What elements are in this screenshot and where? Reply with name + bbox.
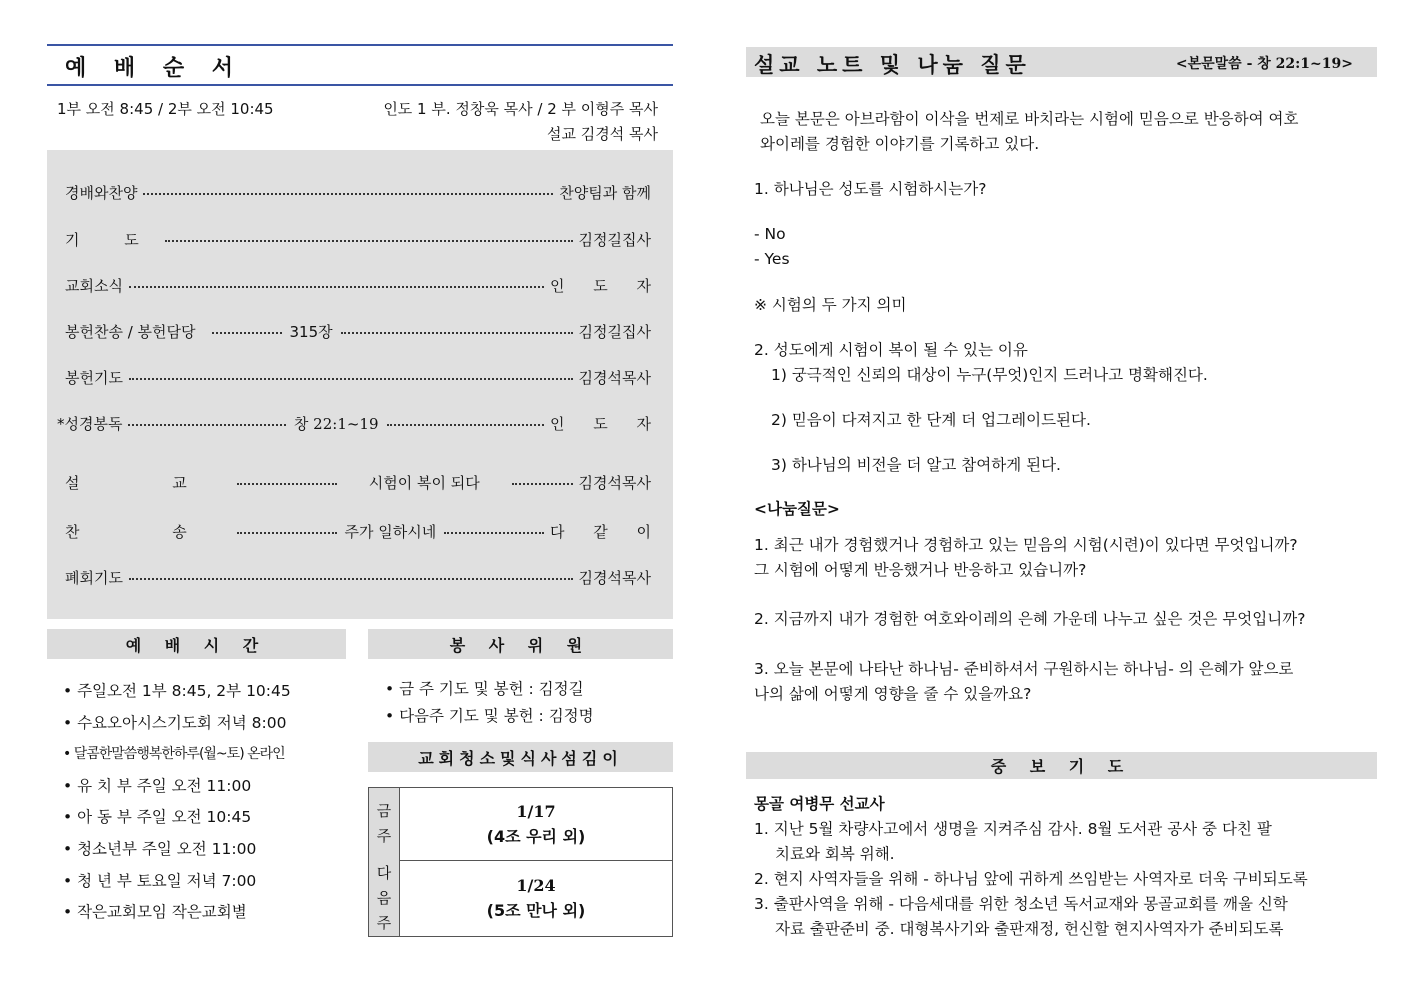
order-person: 다 같 이: [550, 522, 664, 541]
table-row: [369, 860, 672, 936]
order-middle: 시험이 복이 되다: [368, 473, 480, 492]
worship-times-list: [63, 676, 291, 929]
list-item: • 수요오아시스기도회 저녁 8:00: [63, 713, 287, 732]
order-label: 경배와찬양: [65, 183, 138, 202]
order-label: 봉헌기도: [65, 368, 123, 387]
table-row: [369, 788, 672, 861]
prayer-list: [754, 817, 1308, 942]
question-2: 2. 성도에게 시험이 복이 될 수 있는 이유: [754, 341, 1028, 359]
answer-no: - No: [754, 225, 786, 243]
cleaning-date: 1/24: [516, 876, 556, 895]
order-label: *성경봉독: [57, 414, 123, 433]
scripture-passage: <본문말씀 - 창 22:1~19>: [1175, 56, 1353, 72]
sharing-question-3: 3. 오늘 본문에 나타난 하나님- 준비하셔서 구원하시는 하나님- 의 은혜가 앞으로 나의 삶에 어떻게 영향을 줄 수 있을까요?: [754, 660, 1294, 703]
leader-dots: [237, 483, 337, 485]
service-times: 1부 오전 8:45 / 2부 오전 10:45: [57, 100, 274, 118]
order-label: 기 도: [65, 230, 159, 249]
order-person: 김정길집사: [578, 230, 651, 249]
sermon-notes-title: 설교 노트 및 나눔 질문: [754, 53, 1031, 77]
order-row: [65, 519, 664, 543]
order-row: [65, 227, 651, 251]
sermon-notes-header: [746, 47, 1377, 77]
list-item: • 청소년부 주일 오전 11:00: [63, 839, 257, 858]
cleaning-date: 1/17: [516, 802, 556, 821]
list-item: • 유 치 부 주일 오전 11:00: [63, 776, 252, 795]
list-item: 치료와 회복 위해.: [775, 845, 895, 863]
order-label: 설 교: [65, 473, 231, 492]
worship-order-box: [47, 150, 673, 619]
order-row: [57, 411, 663, 435]
sermon-intro: 오늘 본문은 아브라함이 이삭을 번제로 바치라는 시험에 믿음으로 반응하여 여호 와이레를 경험한 이야기를 기록하고 있다.: [760, 110, 1299, 153]
sharing-questions-title: <나눔질문>: [754, 500, 840, 518]
list-item: • 다음주 기도 및 봉헌 : 김정명: [385, 707, 594, 725]
list-item: 1. 지난 5월 차량사고에서 생명을 지켜주심 감사. 8월 도서관 공사 중 다친 팔: [754, 820, 1272, 838]
list-item: • 주일오전 1부 8:45, 2부 10:45: [63, 682, 291, 700]
leader-dots: [512, 483, 573, 485]
order-person: 인 도 자: [549, 276, 663, 295]
leader-dots: [212, 332, 282, 334]
leader-dots: [444, 532, 544, 534]
order-person: 김경석목사: [578, 473, 651, 492]
service-committee-list: [385, 676, 594, 730]
list-item: • 아 동 부 주일 오전 10:45: [63, 808, 252, 827]
leader-dots: [387, 424, 544, 426]
order-middle: 창 22:1~19: [293, 414, 379, 433]
cleaning-table: [368, 787, 673, 937]
order-person: 김경석목사: [578, 368, 651, 387]
note: ※ 시험의 두 가지 의미: [754, 296, 907, 314]
worship-order-header: [47, 44, 673, 86]
order-label: 찬 송: [65, 522, 231, 541]
list-item: • 금 주 기도 및 봉헌 : 김정길: [385, 680, 584, 698]
leader-dots: [129, 578, 573, 580]
leader-dots: [129, 286, 544, 288]
order-row: [65, 470, 651, 494]
leaders-line-2: 설교 김경석 목사: [547, 125, 658, 143]
leader-dots: [129, 378, 573, 380]
cleaning-header: 교회청소및식사섬김이: [368, 742, 673, 772]
list-item: • 달콤한말씀행복한하루(월~토) 온라인: [63, 746, 285, 763]
order-row: [65, 565, 651, 589]
cleaning-week-label: 금주: [369, 788, 400, 860]
order-label: 봉헌찬송 / 봉헌담당: [65, 322, 196, 341]
answer-yes: - Yes: [754, 250, 790, 268]
leader-dots: [143, 193, 553, 195]
missionary-name: 몽골 여병무 선교사: [754, 795, 885, 813]
leader-dots: [341, 332, 573, 334]
order-row: [65, 365, 651, 389]
service-committee-header: 봉 사 위 원: [368, 629, 673, 659]
reason-1: 1) 궁극적인 신뢰의 대상이 누구(무엇)인지 드러나고 명확해진다.: [771, 366, 1208, 384]
order-middle: 주가 일하시네: [344, 522, 437, 541]
cleaning-week-label: 다음주: [369, 860, 400, 936]
cleaning-team: (5조 만나 외): [486, 901, 586, 920]
order-person: 인 도 자: [549, 414, 663, 433]
leader-dots: [128, 424, 285, 426]
order-middle: 315장: [289, 322, 333, 341]
intercessory-prayer-header: 중 보 기 도: [746, 752, 1377, 779]
worship-order-title: 예 배 순 서: [65, 56, 243, 81]
list-item: 2. 현지 사역자들을 위해 - 하나님 앞에 귀하게 쓰임받는 사역자로 더욱 구비되도록: [754, 870, 1308, 888]
leaders-line-1: 인도 1 부. 정창욱 목사 / 2 부 이형주 목사: [383, 100, 658, 118]
leader-dots: [165, 240, 573, 242]
order-row: [65, 273, 663, 297]
list-item: 자료 출판준비 중. 대형복사기와 출판재정, 헌신할 현지사역자가 준비되도록: [775, 920, 1284, 938]
sharing-question-1: 1. 최근 내가 경험했거나 경험하고 있는 믿음의 시험(시련)이 있다면 무엇입니까? 그 시험에 어떻게 반응했거나 반응하고 있습니까?: [754, 536, 1298, 579]
cleaning-week-value: [400, 860, 672, 936]
list-item: • 청 년 부 토요일 저녁 7:00: [63, 871, 257, 890]
list-item: 3. 출판사역을 위해 - 다음세대를 위한 청소년 독서교재와 몽골교회를 깨울 신학: [754, 895, 1288, 913]
reason-2: 2) 믿음이 다져지고 한 단계 더 업그레이드된다.: [771, 411, 1091, 429]
cleaning-team: (4조 우리 외): [486, 827, 586, 846]
order-person: 찬양팀과 함께: [559, 183, 651, 202]
question-1: 1. 하나님은 성도를 시험하시는가?: [754, 180, 987, 198]
cleaning-week-value: [400, 788, 672, 860]
order-label: 교회소식: [65, 276, 123, 295]
order-row: [65, 180, 651, 204]
reason-3: 3) 하나님의 비전을 더 알고 참여하게 된다.: [771, 456, 1061, 474]
order-person: 김경석목사: [578, 568, 651, 587]
sharing-question-2: 2. 지금까지 내가 경험한 여호와이레의 은혜 가운데 나누고 싶은 것은 무엇입니까?: [754, 610, 1306, 628]
leader-dots: [237, 532, 337, 534]
worship-times-header: 예 배 시 간: [47, 629, 346, 659]
list-item: • 작은교회모임 작은교회별: [63, 903, 247, 922]
order-label: 폐회기도: [65, 568, 123, 587]
order-person: 김정길집사: [578, 322, 651, 341]
order-row: [65, 319, 651, 343]
